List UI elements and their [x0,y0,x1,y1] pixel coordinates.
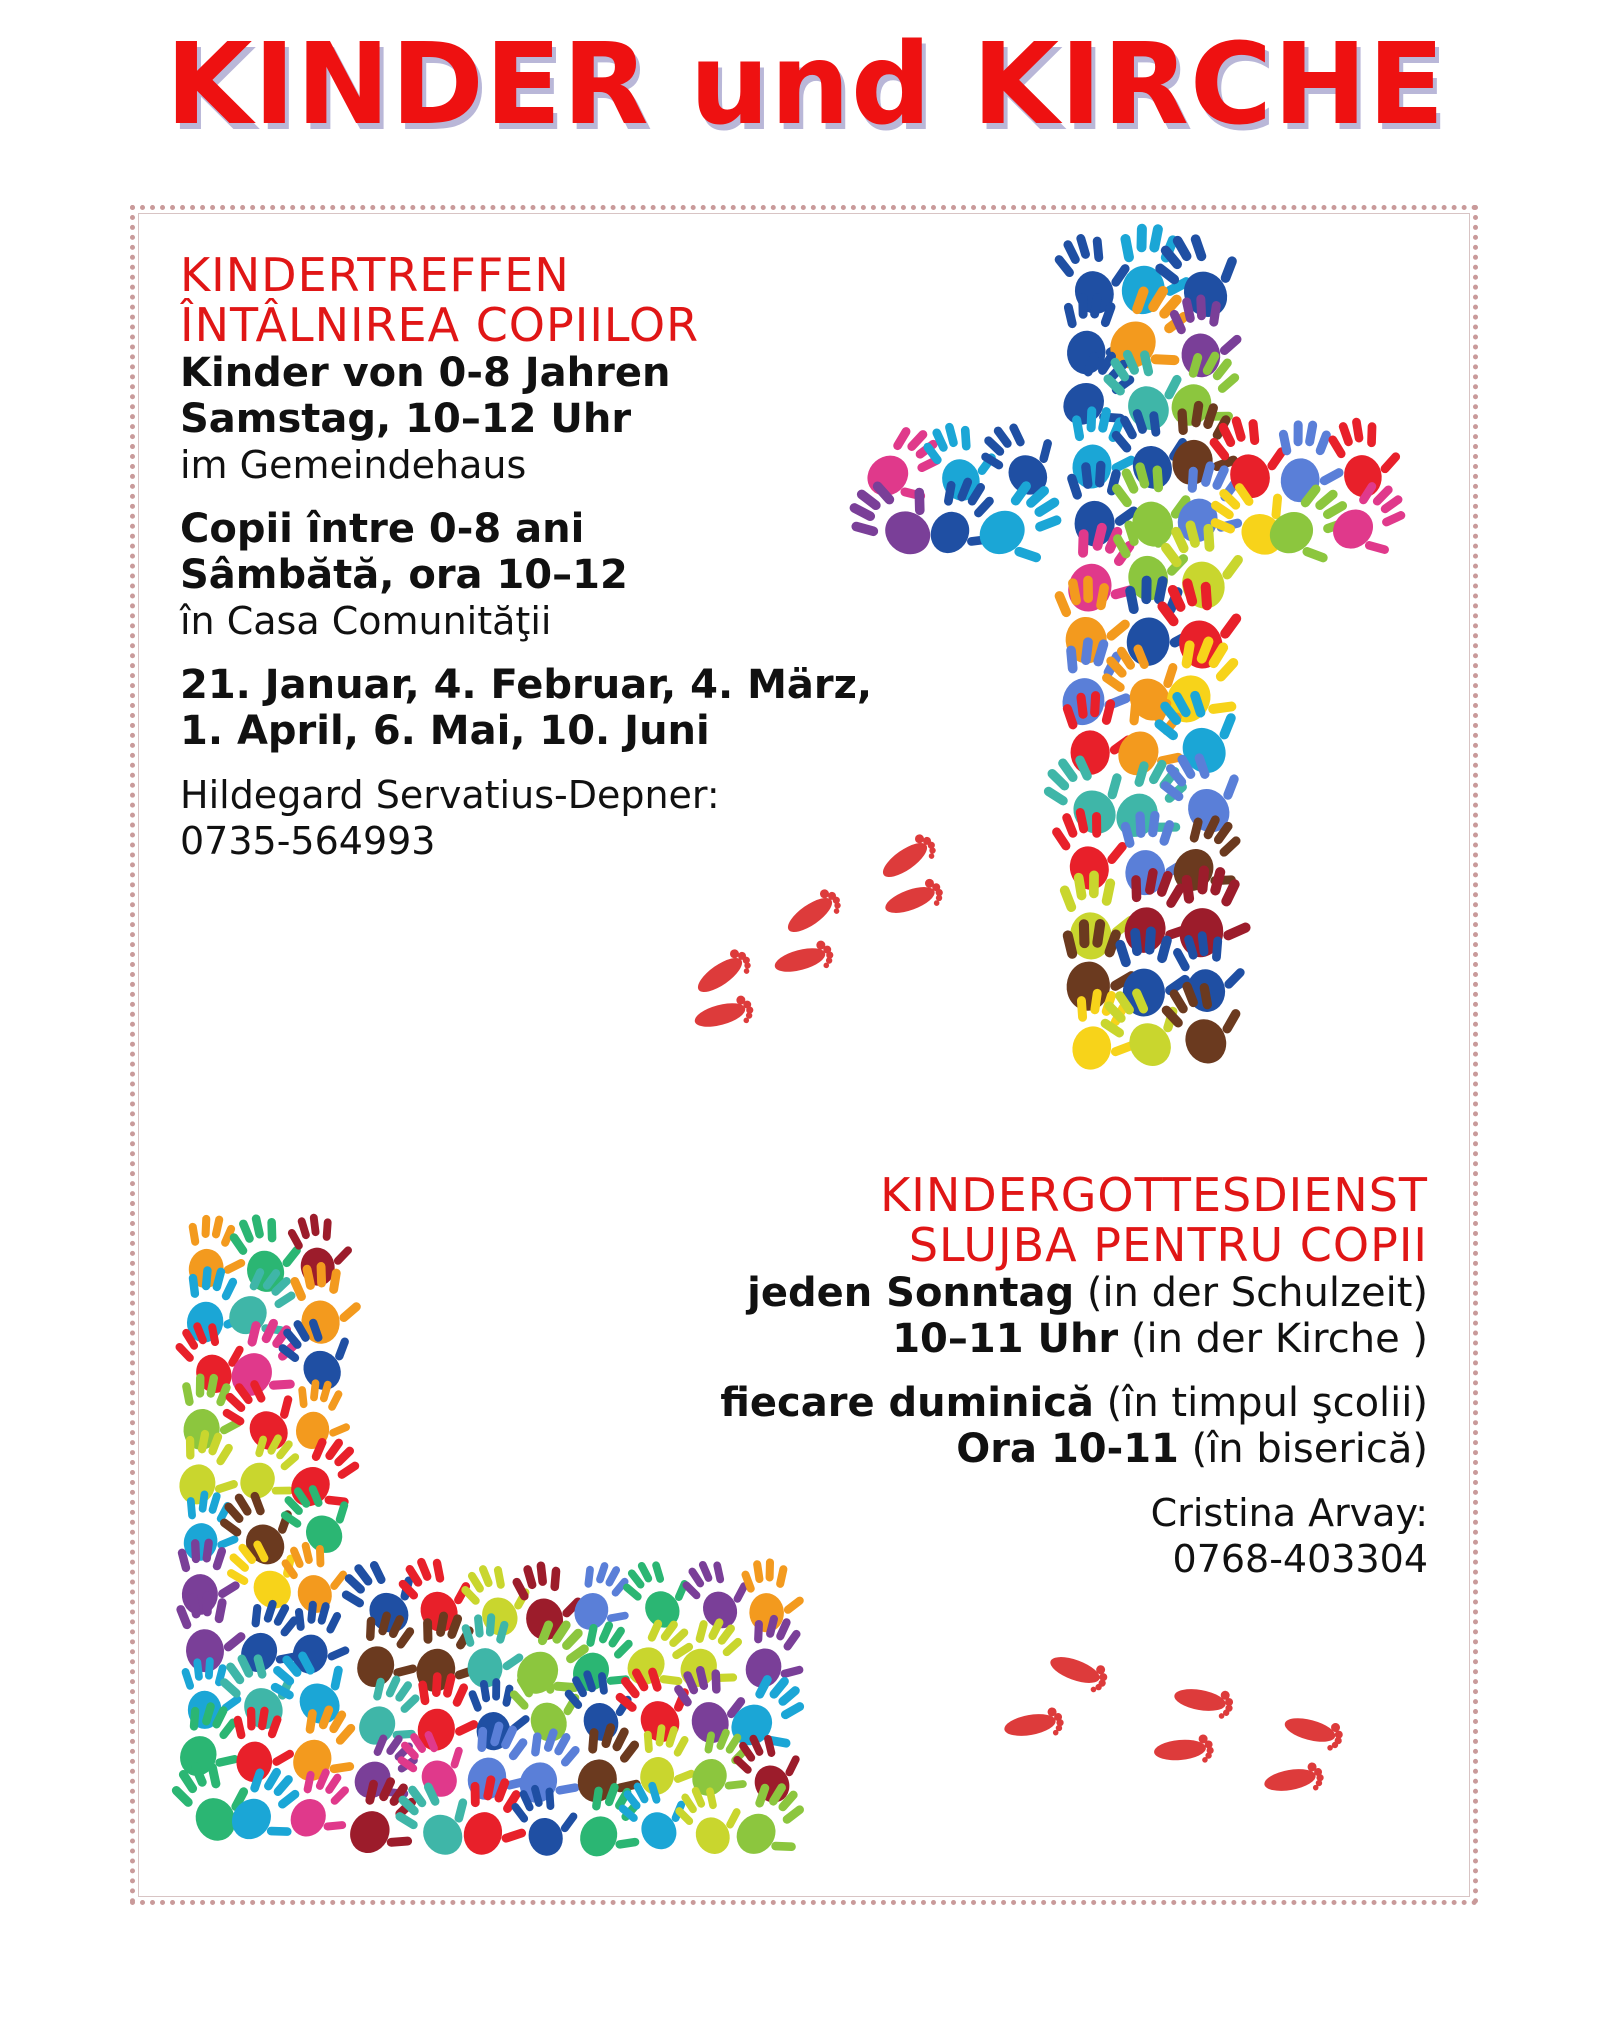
age-de: Kinder von 0-8 Jahren [180,350,671,396]
footprint-icon [1002,1706,1066,1744]
dates-line-2: 1. April, 6. Mai, 10. Juni [180,708,710,754]
footprint-icon [1153,1734,1215,1767]
footprint-icon [691,945,756,1002]
page-title: KINDER und KIRCHE [165,20,1446,150]
footprint-icon [1172,1682,1236,1720]
time-ro: Sâmbătă, ora 10–12 [180,552,628,598]
time-de: Samstag, 10–12 Uhr [180,396,632,442]
footprint-icon [771,938,836,981]
dates-line-1: 21. Januar, 4. Februar, 4. März, [180,662,873,708]
schedule-time-de: 10–11 Uhr (in der Kirche ) [892,1316,1428,1362]
section-heading-de: KINDERTREFFEN [180,248,570,302]
place-ro: în Casa Comunităţii [180,599,552,643]
footprint-icon [881,876,947,923]
schedule-day-ro: fiecare duminică (în timpul şcolii) [720,1380,1428,1426]
age-ro: Copii între 0-8 ani [180,506,585,552]
section-heading-ro: ÎNTÂLNIREA COPIILOR [180,298,700,352]
handprint-icon [277,1427,379,1530]
contact-phone: 0735-564993 [180,819,436,863]
footprint-icon [1262,1761,1326,1799]
contact-phone: 0768-403304 [1172,1537,1428,1581]
section-heading-de: KINDERGOTTESDIENST [880,1168,1428,1222]
handprint-cross-illustration [838,214,1425,1080]
contact-name: Cristina Arvay: [1150,1491,1428,1535]
handprint-icon [1320,472,1424,575]
contact-name: Hildegard Servatius-Depner: [180,773,720,817]
footprint-icon [1281,1710,1346,1753]
section-heading-ro: SLUJBA PENTRU COPII [908,1218,1428,1272]
handprint-icon [336,1767,438,1873]
kindertreffen-section [180,250,872,864]
footprint-icon [1046,1648,1112,1695]
schedule-time-ro: Ora 10-11 (în biserică) [956,1426,1428,1472]
place-de: im Gemeindehaus [180,443,527,487]
footprint-icon [691,993,756,1036]
kindergottesdienst-section [700,1170,1428,1582]
schedule-day-de: jeden Sonntag (in der Schulzeit) [747,1270,1428,1316]
footprint-icon [876,830,941,887]
footprint-icon [781,885,846,942]
